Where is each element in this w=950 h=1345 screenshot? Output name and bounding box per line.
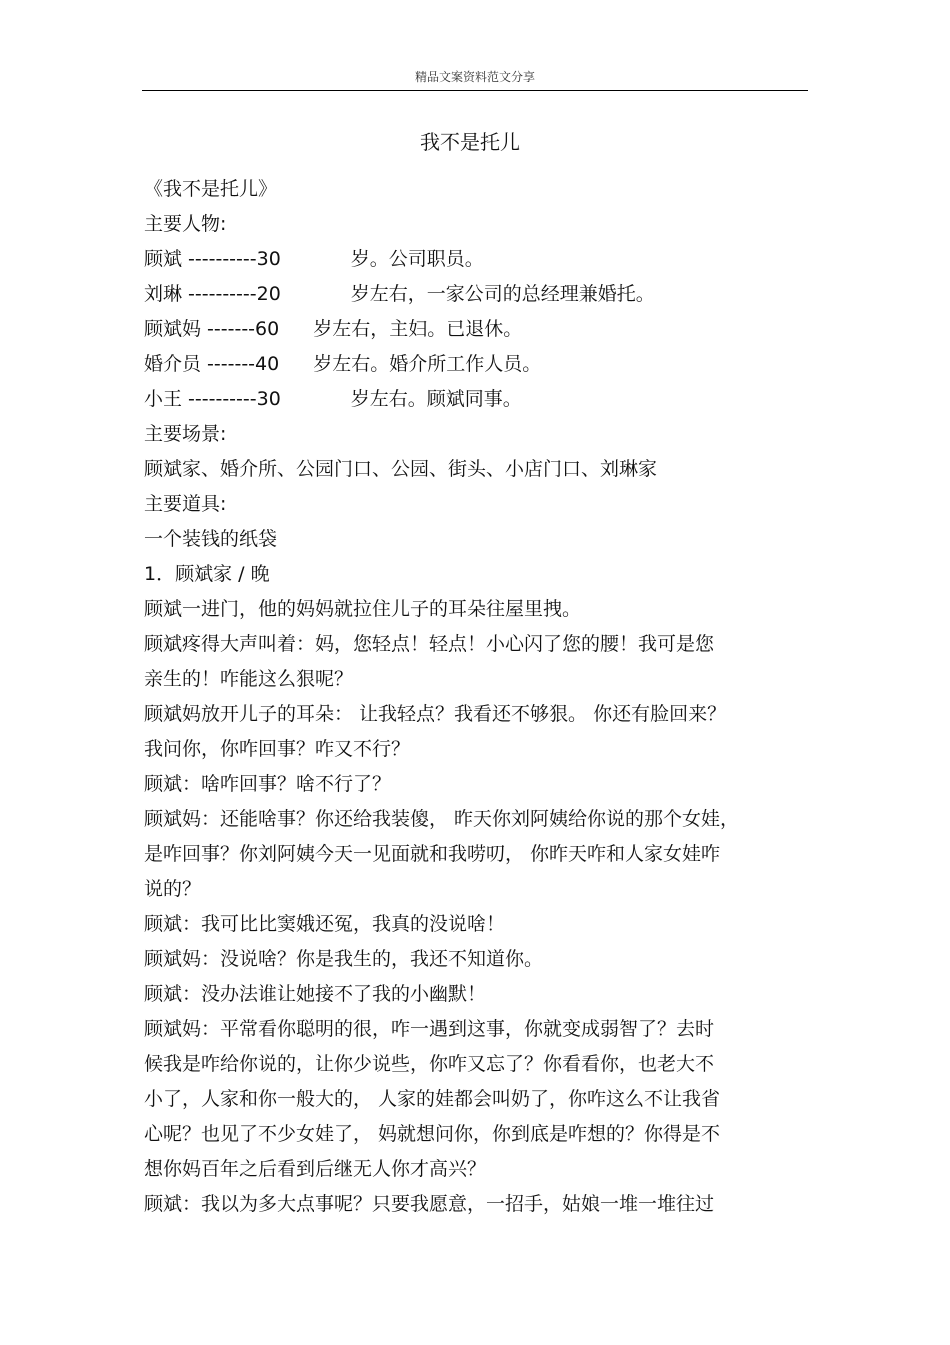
script-line: 顾斌妈：还能啥事？你还给我装傻， 昨天你刘阿姨给你说的那个女娃， [144,808,740,830]
character-entry [144,382,806,417]
character-name-age: 顾斌妈 -------60 [144,318,280,340]
script-line: 顾斌：没办法谁让她接不了我的小幽默！ [144,983,487,1005]
scenes-heading: 主要场景: [144,423,227,445]
character-entry [144,277,806,312]
script-line: 顾斌疼得大声叫着：妈，您轻点！轻点！小心闪了您的腰！我可是您 [144,633,715,655]
character-entry [144,347,806,382]
script-line: 候我是咋给你说的，让你少说些，你咋又忘了？你看看你，也老大不 [144,1053,715,1075]
props-list: 一个装钱的纸袋 [144,528,278,550]
book-title: 《我不是托儿》 [144,178,278,200]
script-line: 顾斌妈放开儿子的耳朵： 让我轻点？我看还不够狠。 你还有脸回来？ [144,703,727,725]
script-line: 顾斌妈：平常看你聪明的很，咋一遇到这事，你就变成弱智了？去时 [144,1018,715,1040]
character-description: 岁左右。顾斌同事。 [350,388,522,410]
script-line: 顾斌：我以为多大点事呢？只要我愿意，一招手，姑娘一堆一堆往过 [144,1193,715,1215]
script-line: 顾斌一进门，他的妈妈就拉住儿子的耳朵往屋里拽。 [144,598,582,620]
script-line: 说的？ [144,878,202,900]
script-line: 亲生的！咋能这么狠呢？ [144,668,354,690]
script-line: 顾斌：我可比比窦娥还冤，我真的没说啥！ [144,913,506,935]
script-line: 是咋回事？你刘阿姨今天一见面就和我唠叨， 你昨天咋和人家女娃咋 [144,843,721,865]
props-heading: 主要道具: [144,493,227,515]
script-line: 我问你，你咋回事？咋又不行？ [144,738,411,760]
script-line: 想你妈百年之后看到后继无人你才高兴？ [144,1158,487,1180]
character-name-age: 婚介员 -------40 [144,353,280,375]
character-entry [144,312,806,347]
running-header: 精品文案资料范文分享 [414,70,535,84]
character-description: 岁左右，一家公司的总经理兼婚托。 [350,283,655,305]
header-divider [142,90,808,91]
character-description: 岁。公司职员。 [350,248,484,270]
script-line: 心呢？也见了不少女娃了， 妈就想问你，你到底是咋想的？你得是不 [144,1123,721,1145]
character-name-age: 刘琳 ----------20 [144,283,281,305]
document-body [144,172,806,1222]
document-title: 我不是托儿 [420,130,520,154]
character-name-age: 小王 ----------30 [144,388,281,410]
character-entry [144,242,806,277]
script-line: 顾斌：啥咋回事？啥不行了？ [144,773,392,795]
character-name-age: 顾斌 ----------30 [144,248,281,270]
script-line: 1．顾斌家 / 晚 [144,563,270,585]
character-description: 岁左右。婚介所工作人员。 [313,353,542,375]
characters-heading: 主要人物: [144,213,227,235]
character-description: 岁左右，主妇。已退休。 [313,318,523,340]
script-line: 顾斌妈：没说啥？你是我生的，我还不知道你。 [144,948,544,970]
scenes-list: 顾斌家、婚介所、公园门口、公园、街头、小店门口、刘琳家 [144,458,658,480]
script-line: 小了，人家和你一般大的， 人家的娃都会叫奶了，你咋这么不让我省 [144,1088,721,1110]
